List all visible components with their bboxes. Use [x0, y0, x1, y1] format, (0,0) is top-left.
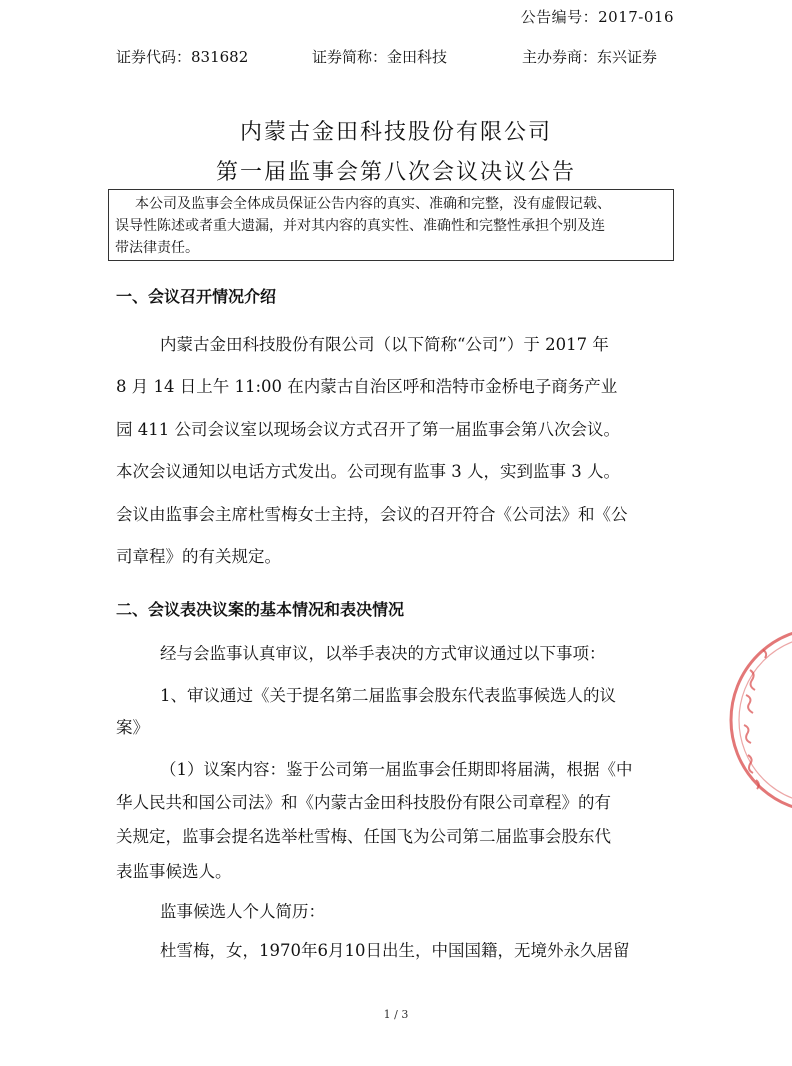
disclaimer-line: 带法律责任。 [115, 240, 199, 256]
section-heading-meeting: 一、会议召开情况介绍 [116, 287, 277, 306]
paragraph-line: 经与会监事认真审议，以举手表决的方式审议通过以下事项： [160, 644, 606, 663]
paragraph-line: 华人民共和国公司法》和《内蒙古金田科技股份有限公司章程》的有 [116, 793, 611, 812]
paragraph-line: 表监事候选人。 [116, 862, 232, 881]
disclaimer-box [108, 189, 674, 261]
company-title: 内蒙古金田科技股份有限公司 [239, 120, 552, 145]
announcement-number: 公告编号：2017-016 [520, 8, 674, 26]
agenda-item: 1、审议通过《关于提名第二届监事会股东代表监事候选人的议 [160, 686, 616, 705]
sponsor-broker: 主办券商：东兴证券 [522, 48, 658, 66]
paragraph-line: （1）议案内容：鉴于公司第一届监事会任期即将届满，根据《中 [160, 760, 633, 779]
paragraph-line: 本次会议通知以电话方式发出。公司现有监事 3 人，实到监事 3 人。 [116, 462, 620, 481]
announcement-title: 第一届监事会第八次会议决议公告 [215, 160, 576, 185]
security-code: 证券代码：831682 [116, 48, 249, 66]
security-abbreviation: 证券简称：金田科技 [312, 48, 448, 66]
paragraph-line: 内蒙古金田科技股份有限公司（以下简称“公司”）于 2017 年 [160, 335, 609, 354]
paragraph-line: 关规定，监事会提名选举杜雪梅、任国飞为公司第二届监事会股东代 [116, 827, 611, 846]
paragraph-line: 8 月 14 日上午 11:00 在内蒙古自治区呼和浩特市金桥电子商务产业 [116, 377, 618, 396]
section-heading-voting: 二、会议表决议案的基本情况和表决情况 [116, 600, 405, 619]
paragraph-line: 会议由监事会主席杜雪梅女士主持，会议的召开符合《公司法》和《公 [116, 505, 628, 524]
disclaimer-line: 误导性陈述或者重大遗漏，并对其内容的真实性、准确性和完整性承担个别及连 [115, 218, 605, 234]
paragraph-line: 园 411 公司会议室以现场会议方式召开了第一届监事会第八次会议。 [116, 420, 620, 439]
paragraph-line: 杜雪梅，女，1970年6月10日出生，中国国籍，无境外永久居留 [160, 941, 630, 960]
resume-heading: 监事候选人个人简历： [160, 902, 325, 921]
page-number: 1 / 3 [383, 1008, 409, 1021]
paragraph-line: 司章程》的有关规定。 [116, 547, 281, 566]
agenda-item: 案》 [116, 718, 149, 737]
company-seal-stamp [728, 600, 792, 840]
disclaimer-line: 本公司及监事会全体成员保证公告内容的真实、准确和完整，没有虚假记载、 [135, 196, 611, 212]
